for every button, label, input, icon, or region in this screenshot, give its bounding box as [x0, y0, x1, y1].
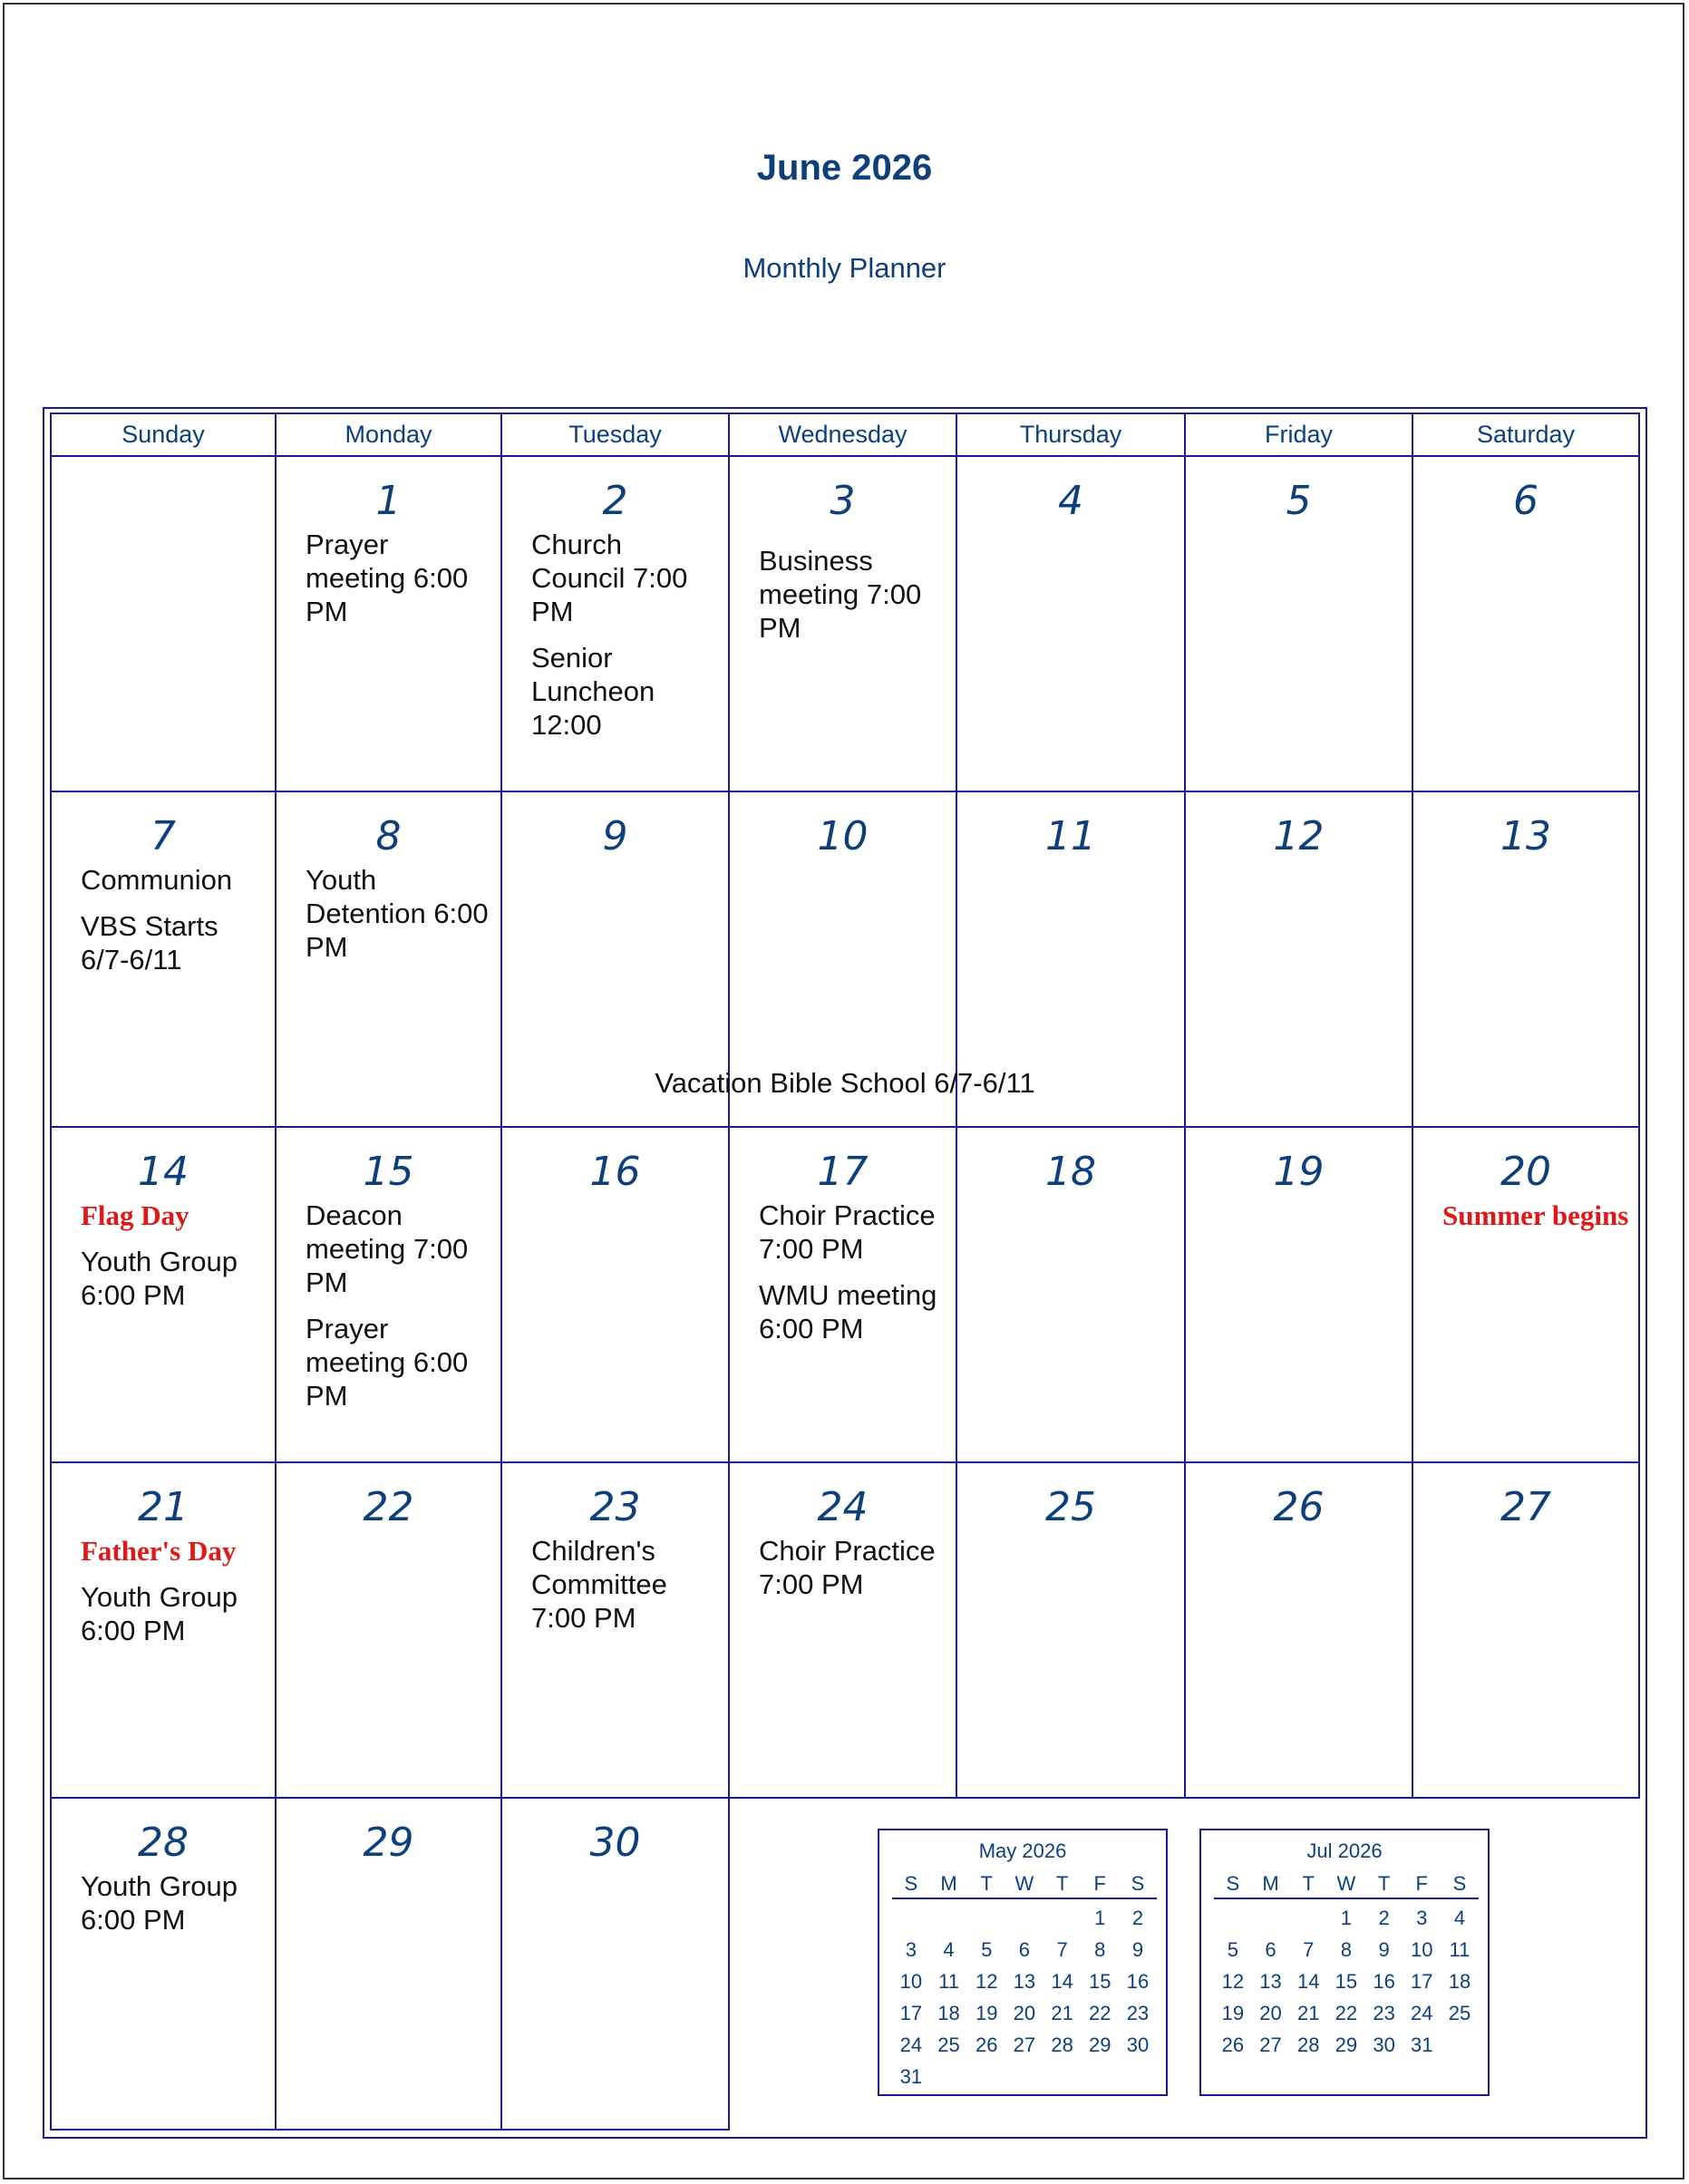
event-item[interactable]: Prayer meeting 6:00 PM [306, 529, 469, 627]
page-title: June 2026 [756, 148, 933, 188]
day-cell[interactable] [1412, 791, 1640, 1128]
mini-calendar-day[interactable]: 14 [1296, 1970, 1320, 1993]
day-number: 7 [150, 813, 176, 859]
mini-calendar-weekday: S [904, 1872, 918, 1895]
mini-calendar-day[interactable]: 23 [1126, 2002, 1150, 2024]
mini-calendar-day[interactable]: 22 [1335, 2002, 1358, 2024]
mini-calendar-day[interactable]: 10 [1411, 1938, 1433, 1961]
day-cell[interactable] [1412, 1461, 1640, 1799]
mini-calendar-day[interactable]: 18 [937, 2002, 960, 2024]
day-number: 11 [1045, 813, 1096, 859]
mini-calendar-weekday: S [1226, 1872, 1240, 1895]
multi-day-event[interactable]: Vacation Bible School 6/7-6/11 [655, 1067, 1035, 1099]
mini-calendar-day [1119, 2063, 1157, 2095]
mini-calendar-day[interactable]: 31 [1411, 2034, 1433, 2056]
mini-calendar-day[interactable]: 8 [1340, 1938, 1353, 1961]
event-item[interactable]: Choir Practice 7:00 PM [759, 1199, 936, 1265]
mini-calendar-grid [892, 1870, 1157, 2095]
mini-calendar-weekday: F [1093, 1872, 1106, 1895]
day-number: 15 [363, 1149, 414, 1195]
day-cell[interactable] [500, 1461, 730, 1799]
day-cell-empty [50, 455, 277, 792]
mini-calendar-day[interactable]: 8 [1094, 1938, 1106, 1961]
mini-calendar-day [1043, 2063, 1082, 2095]
mini-calendar-day[interactable]: 2 [1131, 1907, 1144, 1929]
mini-calendar-day[interactable]: 9 [1378, 1938, 1390, 1961]
event-item[interactable]: Senior Luncheon 12:00 [531, 642, 655, 741]
day-number: 10 [817, 813, 869, 859]
mini-calendar-next-month [1199, 1829, 1490, 2096]
mini-calendar-day[interactable]: 15 [1089, 1970, 1111, 1993]
day-number: 1 [375, 478, 402, 524]
day-cell[interactable] [1184, 1461, 1413, 1799]
day-cell[interactable] [956, 1461, 1186, 1799]
mini-calendar-grid [1214, 1870, 1479, 2063]
event-item[interactable]: Communion [81, 864, 233, 896]
mini-calendar-week [892, 2000, 1157, 2032]
day-number: 21 [138, 1484, 189, 1530]
mini-calendar-day [892, 1905, 930, 1936]
day-cell[interactable] [50, 1797, 277, 2131]
mini-calendar-day[interactable]: 29 [1335, 2034, 1358, 2056]
mini-calendar-day[interactable]: 3 [905, 1938, 917, 1961]
event-item[interactable]: Church Council 7:00 PM [531, 529, 688, 627]
day-number: 27 [1500, 1484, 1551, 1530]
mini-calendar-week [1214, 1905, 1479, 1936]
mini-calendar-weekday: M [1262, 1872, 1279, 1895]
day-cell[interactable] [1412, 1126, 1640, 1463]
event-item[interactable]: Business meeting 7:00 PM [759, 545, 922, 644]
weekday-header-tuesday: Tuesday [500, 413, 730, 457]
day-cell[interactable] [956, 1126, 1186, 1463]
mini-calendar-day[interactable]: 12 [1221, 1970, 1245, 1993]
day-number: 20 [1500, 1149, 1551, 1195]
day-number: 5 [1286, 478, 1312, 524]
day-number: 25 [1045, 1484, 1096, 1530]
day-number: 4 [1058, 478, 1083, 524]
mini-calendar-day[interactable]: 6 [1265, 1938, 1276, 1961]
mini-calendar-day[interactable]: 20 [1013, 2002, 1036, 2024]
day-number: 2 [602, 478, 628, 524]
event-item[interactable]: Youth Group 6:00 PM [81, 1246, 238, 1311]
mini-calendar-title: May 2026 [978, 1839, 1067, 1862]
day-cell[interactable] [50, 1126, 277, 1463]
mini-calendar-day[interactable]: 16 [1373, 1970, 1395, 1993]
mini-calendar-prev-month [878, 1829, 1168, 2096]
mini-calendar-day[interactable]: 21 [1051, 2002, 1073, 2024]
day-number: 24 [817, 1484, 869, 1530]
day-number: 29 [363, 1820, 414, 1866]
holiday-label: Summer begins [1442, 1199, 1629, 1231]
mini-calendar-weekday: T [1377, 1872, 1391, 1895]
day-cell[interactable] [50, 1461, 277, 1799]
mini-calendar-day [1005, 2063, 1043, 2095]
mini-calendar-day[interactable]: 27 [1013, 2034, 1036, 2056]
day-number: 22 [363, 1484, 414, 1530]
weekday-header-saturday: Saturday [1412, 413, 1640, 457]
mini-calendar-day[interactable]: 23 [1373, 2002, 1395, 2024]
holiday-label: Flag Day [81, 1199, 189, 1231]
mini-calendar-week [1214, 1968, 1479, 2000]
mini-calendar-day[interactable]: 29 [1089, 2034, 1111, 2056]
day-cell[interactable] [956, 455, 1186, 792]
mini-calendar-day [930, 2063, 968, 2095]
mini-calendar-day[interactable]: 22 [1089, 2002, 1111, 2024]
day-cell[interactable] [50, 791, 277, 1128]
day-number: 6 [1513, 478, 1539, 524]
mini-calendar-day [1005, 1905, 1043, 1936]
holiday-label: Father's Day [81, 1535, 237, 1567]
mini-calendar-day[interactable]: 10 [899, 1970, 923, 1993]
day-number: 23 [589, 1484, 641, 1530]
page-subtitle: Monthly Planner [743, 252, 946, 284]
event-item[interactable]: Prayer meeting 6:00 PM [306, 1313, 469, 1412]
mini-calendar-day[interactable]: 15 [1335, 1970, 1358, 1993]
mini-calendar-day[interactable]: 18 [1448, 1970, 1471, 1993]
day-number: 9 [602, 813, 628, 859]
event-item[interactable]: VBS Starts 6/7-6/11 [81, 910, 218, 976]
mini-calendar-day[interactable]: 30 [1373, 2034, 1395, 2056]
day-cell[interactable] [275, 1126, 502, 1463]
day-cell[interactable] [500, 1797, 730, 2131]
weekday-header-thursday: Thursday [956, 413, 1186, 457]
mini-calendar-day[interactable]: 24 [899, 2034, 923, 2056]
mini-calendar-day[interactable]: 13 [1259, 1970, 1282, 1993]
mini-calendar-day[interactable]: 3 [1416, 1907, 1428, 1929]
day-cell[interactable] [1412, 455, 1640, 792]
mini-calendar-week [892, 2063, 1157, 2095]
mini-calendar-day [1252, 1905, 1290, 1936]
mini-calendar-day [1043, 1905, 1082, 1936]
day-number: 19 [1273, 1149, 1325, 1195]
mini-calendar-day[interactable]: 19 [1221, 2002, 1245, 2024]
day-number: 13 [1500, 813, 1551, 859]
mini-calendar-day[interactable]: 1 [1094, 1907, 1106, 1929]
event-item[interactable]: Youth Detention 6:00 PM [306, 864, 489, 963]
day-number: 26 [1273, 1484, 1325, 1530]
mini-calendar-day[interactable]: 14 [1051, 1970, 1073, 1993]
mini-calendar-day[interactable]: 25 [937, 2034, 960, 2056]
day-cell[interactable] [500, 1126, 730, 1463]
day-number: 16 [589, 1149, 641, 1195]
mini-calendar-day[interactable]: 2 [1378, 1907, 1390, 1929]
mini-calendar-weekday-row [892, 1870, 1157, 1899]
mini-calendar-weekday: W [1014, 1872, 1034, 1895]
mini-calendar-day [1081, 2063, 1119, 2095]
weekday-header-friday: Friday [1184, 413, 1413, 457]
mini-calendar-day[interactable]: 9 [1131, 1938, 1144, 1961]
mini-calendar-day[interactable]: 21 [1296, 2002, 1320, 2024]
mini-calendar-title: Jul 2026 [1306, 1839, 1383, 1862]
mini-calendar-day[interactable]: 5 [981, 1938, 993, 1961]
mini-calendar-week [892, 1968, 1157, 2000]
mini-calendar-day [1214, 1905, 1252, 1936]
mini-calendar-week [892, 2032, 1157, 2063]
mini-calendar-week [1214, 2032, 1479, 2063]
mini-calendar-day[interactable]: 26 [1221, 2034, 1245, 2056]
mini-calendar-day[interactable]: 28 [1051, 2034, 1073, 2056]
day-cell[interactable] [275, 1797, 502, 2131]
mini-calendar-day[interactable]: 27 [1259, 2034, 1282, 2056]
mini-calendar-day[interactable]: 25 [1448, 2002, 1471, 2024]
day-cell[interactable] [728, 455, 957, 792]
mini-calendar-day[interactable]: 12 [975, 1970, 998, 1993]
mini-calendar-day[interactable]: 11 [1449, 1938, 1471, 1961]
mini-calendar-day[interactable]: 30 [1126, 2034, 1150, 2056]
mini-calendar-week [1214, 2000, 1479, 2032]
event-item[interactable]: Choir Practice 7:00 PM [759, 1535, 936, 1600]
mini-calendar-day [1289, 1905, 1327, 1936]
event-item[interactable]: WMU meeting 6:00 PM [759, 1279, 937, 1344]
mini-calendar-week [1214, 1936, 1479, 1968]
mini-calendar-day[interactable]: 7 [1056, 1938, 1068, 1961]
day-number: 17 [817, 1149, 869, 1195]
day-number: 30 [589, 1820, 641, 1866]
day-cell[interactable] [728, 1126, 957, 1463]
mini-calendar-weekday: S [1131, 1872, 1145, 1895]
day-cell[interactable] [275, 1461, 502, 1799]
weekday-header-sunday: Sunday [50, 413, 277, 457]
weekday-header-monday: Monday [275, 413, 502, 457]
mini-calendar-day [967, 2063, 1005, 2095]
mini-calendar-weekday: T [1055, 1872, 1069, 1895]
mini-calendar-day [1441, 2032, 1479, 2063]
mini-calendar-day[interactable]: 24 [1411, 2002, 1433, 2024]
mini-calendar-day[interactable]: 4 [943, 1938, 955, 1961]
mini-calendar-weekday: M [940, 1872, 957, 1895]
day-cell[interactable] [275, 791, 502, 1128]
event-item[interactable]: Children's Committee 7:00 PM [531, 1535, 667, 1634]
mini-calendar-day[interactable]: 6 [1018, 1938, 1031, 1961]
weekday-header-wednesday: Wednesday [728, 413, 957, 457]
mini-calendar-weekday: T [980, 1872, 993, 1895]
mini-calendar-day[interactable]: 7 [1303, 1938, 1315, 1961]
day-cell[interactable] [728, 1461, 957, 1799]
mini-calendar-day[interactable]: 13 [1013, 1970, 1036, 1993]
mini-calendar-day [967, 1905, 1005, 1936]
day-cell[interactable] [500, 455, 730, 792]
day-cell[interactable] [1184, 455, 1413, 792]
mini-calendar-day[interactable]: 5 [1227, 1938, 1238, 1961]
day-number: 8 [375, 813, 402, 859]
event-item[interactable]: Deacon meeting 7:00 PM [306, 1199, 469, 1298]
event-item[interactable]: Youth Group 6:00 PM [81, 1581, 238, 1646]
day-number: 3 [830, 478, 856, 524]
event-item[interactable]: Youth Group 6:00 PM [81, 1870, 238, 1936]
mini-calendar-day[interactable]: 31 [899, 2065, 923, 2088]
mini-calendar-day[interactable]: 28 [1296, 2034, 1320, 2056]
mini-calendar-weekday: F [1415, 1872, 1428, 1895]
mini-calendar-day[interactable]: 17 [1411, 1970, 1433, 1993]
mini-calendar-day[interactable]: 4 [1453, 1907, 1466, 1929]
mini-calendar-weekday: S [1452, 1872, 1467, 1895]
day-number: 28 [138, 1820, 189, 1866]
mini-calendar-day[interactable]: 20 [1259, 2002, 1282, 2024]
mini-calendar-day [930, 1905, 968, 1936]
mini-calendar-day[interactable]: 19 [975, 2002, 998, 2024]
day-number: 12 [1273, 813, 1325, 859]
mini-calendar-weekday: W [1336, 1872, 1356, 1895]
mini-calendar-day[interactable]: 16 [1126, 1970, 1150, 1993]
mini-calendar-day[interactable]: 1 [1340, 1907, 1353, 1929]
day-number: 18 [1045, 1149, 1096, 1195]
day-cell[interactable] [1184, 791, 1413, 1128]
mini-calendar-day[interactable]: 17 [899, 2002, 923, 2024]
mini-calendar-weekday: T [1302, 1872, 1315, 1895]
mini-calendar-day[interactable]: 26 [975, 2034, 998, 2056]
mini-calendar-week [892, 1936, 1157, 1968]
mini-calendar-week [892, 1905, 1157, 1936]
day-cell[interactable] [1184, 1126, 1413, 1463]
day-number: 14 [138, 1149, 189, 1195]
mini-calendar-day[interactable]: 11 [938, 1970, 959, 1993]
day-cell[interactable] [275, 455, 502, 792]
mini-calendar-weekday-row [1214, 1870, 1479, 1899]
